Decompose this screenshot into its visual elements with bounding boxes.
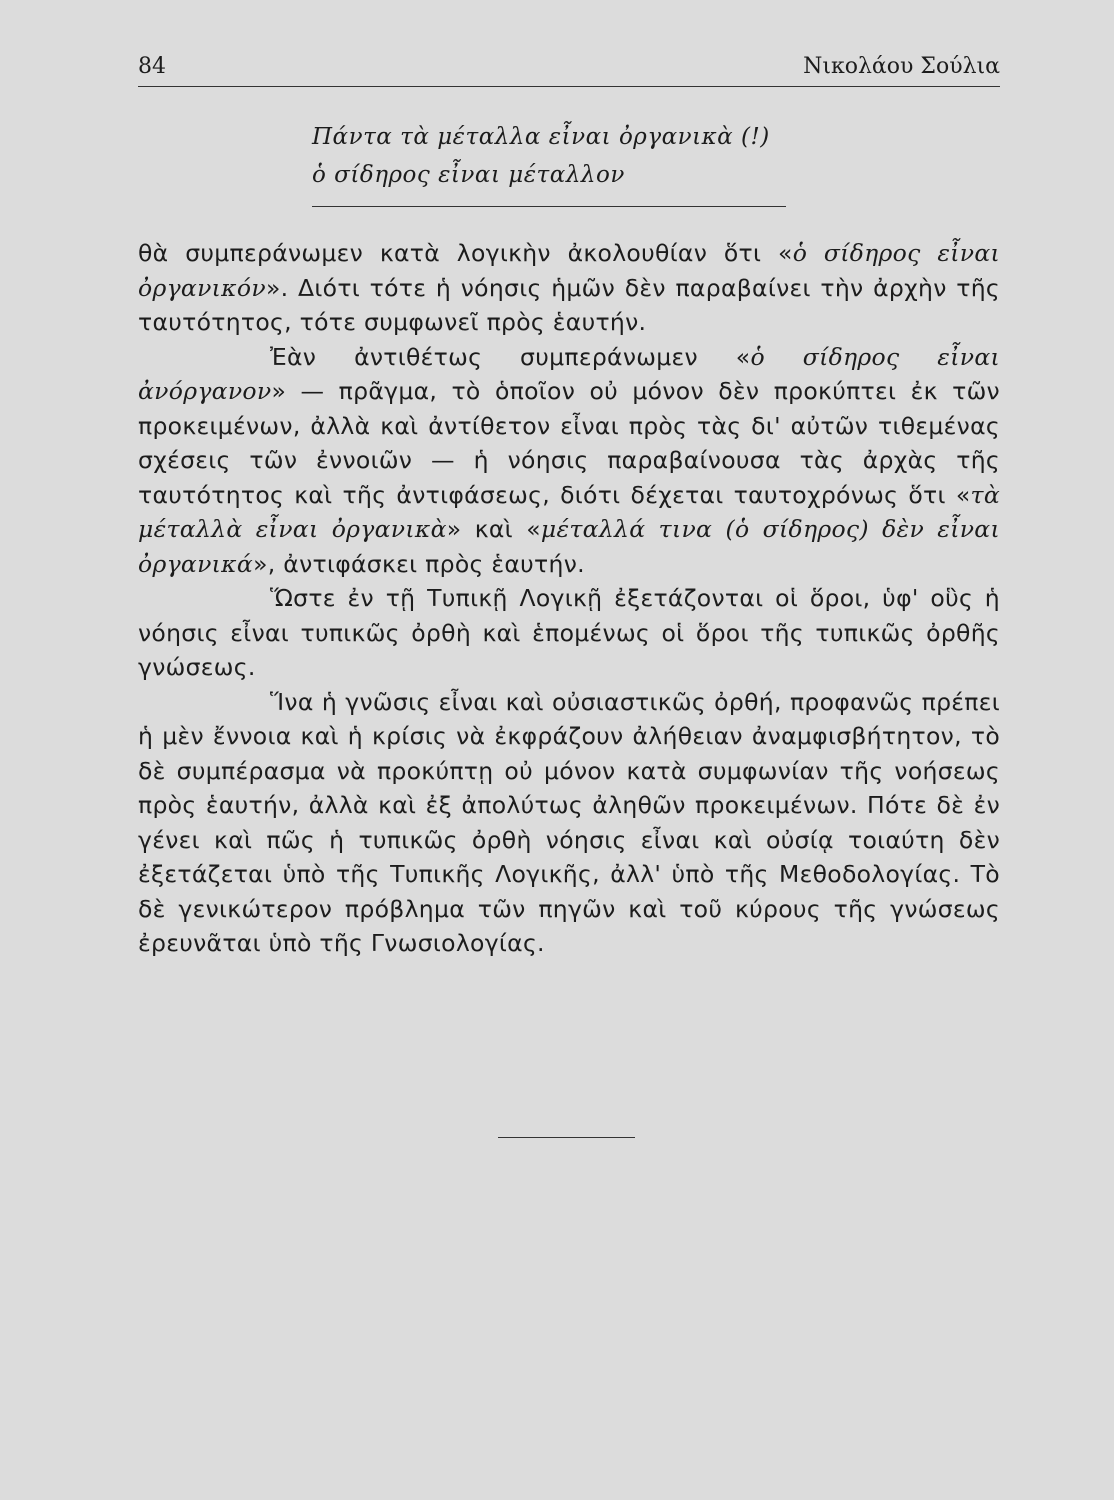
section-end-rule xyxy=(498,1137,635,1138)
syllogism-premises xyxy=(312,118,770,194)
italic-quote: μέταλλά τινα (ὁ σίδηρος) δὲν εἶναι ὀργανικά xyxy=(138,515,1000,578)
paragraph-conclusion-invalid xyxy=(138,340,1000,582)
paragraph-formal-logic: Ὥστε ἐν τῇ Τυπικῇ Λογικῇ ἐξετάζονται οἱ ὅροι, ὑφ' οὓς ἡ νόησις εἶναι τυπικῶς ὀρθὴ καὶ ἑπομένως οἱ ὅροι τῆς τυπικῶς ὀρθῆς γνώσεως. xyxy=(138,584,1000,681)
italic-quote: ὁ σίδηρος εἶναι ἀνόργανον xyxy=(138,342,1000,405)
italic-quote: τὰ μέταλλὰ εἶναι ὀργανικὰ xyxy=(138,480,1000,543)
syllogism-divider xyxy=(312,206,786,207)
paragraph-material-truth: Ἵνα ἡ γνῶσις εἶναι καὶ οὐσιαστικῶς ὀρθή, προφανῶς πρέπει ἡ μὲν ἔννοια καὶ ἡ κρίσις νὰ ἐκφράζουν ἀλήθειαν ἀναμφισβήτητον, τὸ δὲ συμπέρασμα νὰ προκύπτῃ οὐ μόνον κατὰ συμφωνίαν τῆς νοήσεως πρὸς ἑαυτήν, ἀλλὰ καὶ ἐξ ἀπολύτως ἀληθῶν προκειμένων. Πότε δὲ ἐν γένει καὶ πῶς ἡ τυπικῶς ὀρθὴ νόησις εἶναι καὶ οὐσίᾳ τοιαύτη δὲν ἐξετάζεται ὑπὸ τῆς Τυπικῆς Λογικῆς, ἀλλ' ὑπὸ τῆς Μεθοδολογίας. Τὸ δὲ γενικώτερον πρόβλημα τῶν πηγῶν καὶ τοῦ κύρους τῆς γνώσεως ἐρευνᾶται ὑπὸ τῆς Γνωσιολογίας. xyxy=(138,687,1000,957)
premise-minor: ὁ σίδηρος εἶναι μέταλλον xyxy=(312,162,625,188)
page-header xyxy=(138,52,1000,87)
italic-quote: ὁ σίδηρος εἶναι ὀργανικόν xyxy=(138,239,1001,302)
text-run: θὰ συμπεράνωμεν κατὰ λογικὴν ἀκολουθίαν ὅτι « xyxy=(138,239,793,267)
text-run: ». Διότι τότε ἡ νόησις ἡμῶν δὲν παραβαίνει τὴν ἀρχὴν τῆς ταυτότητος, τότε συμφωνεῖ πρὸς ἑαυτήν. xyxy=(138,273,1000,336)
running-head: Νικολάου Σούλια xyxy=(803,54,1000,79)
text-run: » καὶ « xyxy=(446,515,541,543)
text-run: », ἀντιφάσκει πρὸς ἑαυτήν. xyxy=(253,549,585,578)
premise-major: Πάντα τὰ μέταλλα εἶναι ὀργανικὰ (!) xyxy=(312,124,770,150)
paragraph-conclusion-valid xyxy=(138,236,1000,340)
page-number: 84 xyxy=(138,54,166,79)
body-text xyxy=(138,236,1000,961)
text-run: Ἐὰν ἀντιθέτως συμπεράνωμεν « xyxy=(270,342,751,371)
text-run: » — πρᾶγμα, τὸ ὁποῖον οὐ μόνον δὲν προκύπτει ἐκ τῶν προκειμένων, ἀλλὰ καὶ ἀντίθετον εἶναι πρὸς τὰς δι' αὐτῶν τιθεμένας σχέσεις τῶν ἐννοιῶν — ἡ νόησις παραβαίνουσα τὰς ἀρχὰς τῆς ταυτότητος καὶ τῆς ἀντιφάσεως, διότι δέχεται ταυτοχρόνως ὅτι « xyxy=(138,377,1000,509)
